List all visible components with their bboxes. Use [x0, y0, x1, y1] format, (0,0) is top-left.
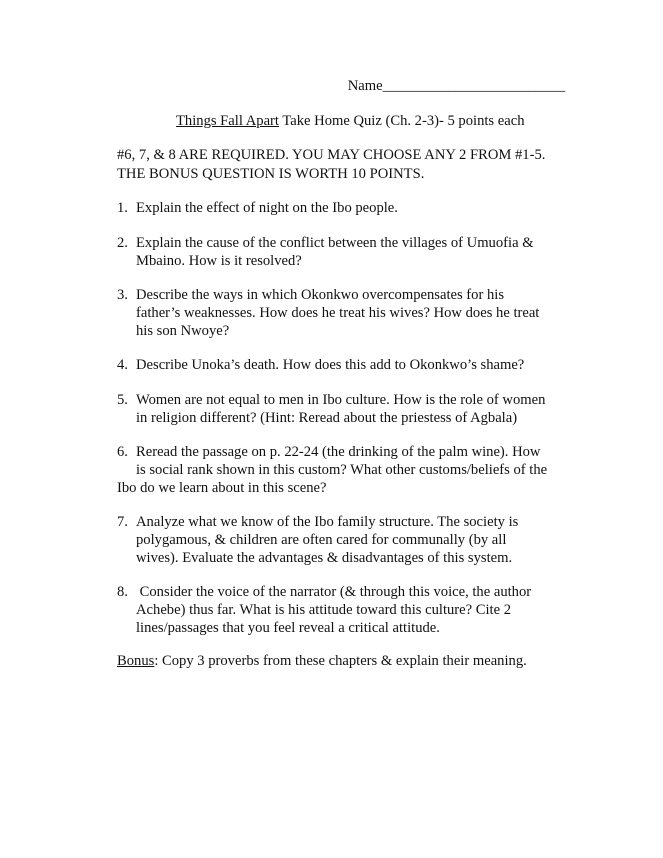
question-5-line: Women are not equal to men in Ibo culture. How is the role of women [136, 392, 546, 408]
question-3-number: 3. [117, 287, 128, 303]
question-6-line: Reread the passage on p. 22-24 (the drinking of the palm wine). How [136, 444, 541, 460]
question-8-line: lines/passages that you feel reveal a critical attitude. [136, 620, 440, 636]
question-2-line: Mbaino. How is it resolved? [136, 253, 302, 269]
bonus-question [117, 652, 527, 670]
question-4-number: 4. [117, 357, 128, 373]
question-6-line: is social rank shown in this custom? What other customs/beliefs of the [136, 462, 548, 478]
question-2-line: Explain the cause of the conflict between the villages of Umuofia & [136, 235, 534, 251]
question-3-line: Describe the ways in which Okonkwo overcompensates for his [136, 287, 504, 303]
question-7-line: polygamous, & children are often cared for communally (by all [136, 532, 507, 548]
name-field-label: Name_________________________ [347, 78, 565, 94]
question-5-line: in religion different? (Hint: Reread about the priestess of Agbala) [136, 410, 518, 426]
quiz-title [176, 112, 525, 130]
quiz-title-rest: Take Home Quiz (Ch. 2-3)- 5 points each [278, 113, 525, 129]
question-5-number: 5. [117, 392, 128, 408]
question-8-line: Consider the voice of the narrator (& through this voice, the author [136, 584, 532, 600]
question-7-number: 7. [117, 514, 128, 530]
instructions-line: #6, 7, & 8 ARE REQUIRED. YOU MAY CHOOSE ANY 2 FROM #1-5. [117, 147, 546, 163]
bonus-text: : Copy 3 proverbs from these chapters & explain their meaning. [154, 653, 527, 669]
question-1-number: 1. [117, 200, 128, 216]
question-7-line: Analyze what we know of the Ibo family structure. The society is [136, 514, 519, 530]
question-6-line: Ibo do we learn about in this scene? [117, 480, 327, 496]
question-4-line: Describe Unoka’s death. How does this add to Okonkwo’s shame? [136, 357, 525, 373]
question-7-line: wives). Evaluate the advantages & disadvantages of this system. [136, 550, 513, 566]
question-3-line: his son Nwoye? [136, 323, 230, 339]
question-1-line: Explain the effect of night on the Ibo people. [136, 200, 398, 216]
question-8-line: Achebe) thus far. What is his attitude toward this culture? Cite 2 [136, 602, 512, 618]
question-6-number: 6. [117, 444, 128, 460]
instructions-line: THE BONUS QUESTION IS WORTH 10 POINTS. [117, 165, 425, 182]
bonus-label: Bonus [117, 653, 155, 669]
instructions [117, 146, 587, 183]
question-3-line: father’s weaknesses. How does he treat his wives? How does he treat [136, 305, 540, 321]
question-2-number: 2. [117, 235, 128, 251]
book-title: Things Fall Apart [176, 113, 279, 129]
question-8-number: 8. [117, 584, 128, 600]
